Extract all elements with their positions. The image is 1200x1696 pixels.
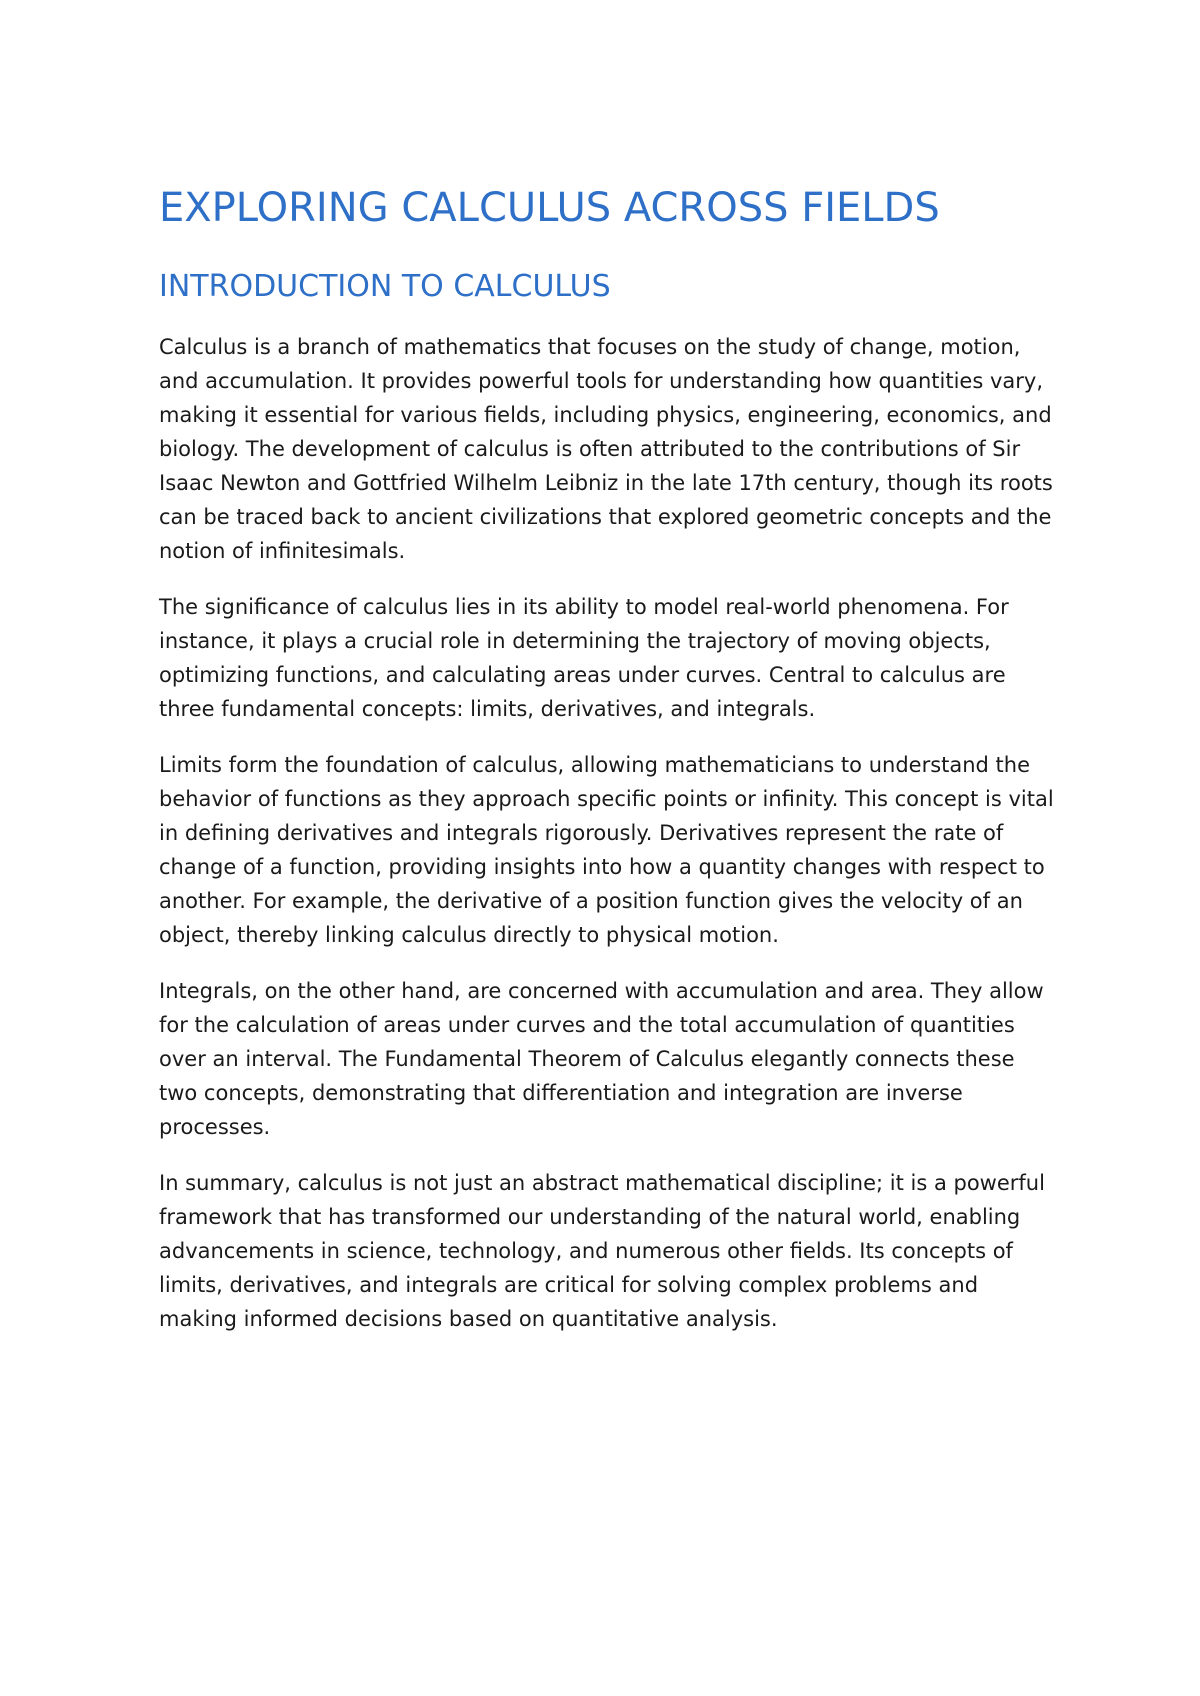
paragraph-limits-derivatives: Limits form the foundation of calculus, allowing mathematicians to understand the behavior of functions as they approach specific points or infinity. This concept is vital in defining derivatives and integrals rigorously. Derivatives represent the rate of change of a function, providing insights into how a quantity changes with respect to another. For example, the derivative of a position function gives the velocity of an object, thereby linking calculus directly to physical motion.: [159, 753, 1054, 947]
document-content: [159, 180, 1059, 1336]
paragraph-integrals: Integrals, on the other hand, are concerned with accumulation and area. They allow for the calculation of areas under curves and the total accumulation of quantities over an interval. The Fundamental Theorem of Calculus elegantly connects these two concepts, demonstrating that differentiation and integration are inverse processes.: [159, 979, 1044, 1139]
paragraph-significance: The significance of calculus lies in its ability to model real-world phenomena. For instance, it plays a crucial role in determining the trajectory of moving objects, optimizing functions, and calculating areas under curves. Central to calculus are three fundamental concepts: limits, derivatives, and integrals.: [159, 595, 1009, 721]
paragraph-definition: Calculus is a branch of mathematics that focuses on the study of change, motion, and accumulation. It provides powerful tools for understanding how quantities vary, making it essential for various fields, including physics, engineering, economics, and biology. The development of calculus is often attributed to the contributions of Sir Isaac Newton and Gottfried Wilhelm Leibniz in the late 17th century, though its roots can be traced back to ancient civilizations that explored geometric concepts and the notion of infinitesimals.: [159, 335, 1053, 563]
section-heading-introduction: INTRODUCTION TO CALCULUS: [159, 269, 611, 304]
paragraph-summary: In summary, calculus is not just an abstract mathematical discipline; it is a powerful framework that has transformed our understanding of the natural world, enabling advancements in science, technology, and numerous other fields. Its concepts of limits, derivatives, and integrals are critical for solving complex problems and making informed decisions based on quantitative analysis.: [159, 1171, 1045, 1331]
document-title: EXPLORING CALCULUS ACROSS FIELDS: [159, 185, 940, 231]
